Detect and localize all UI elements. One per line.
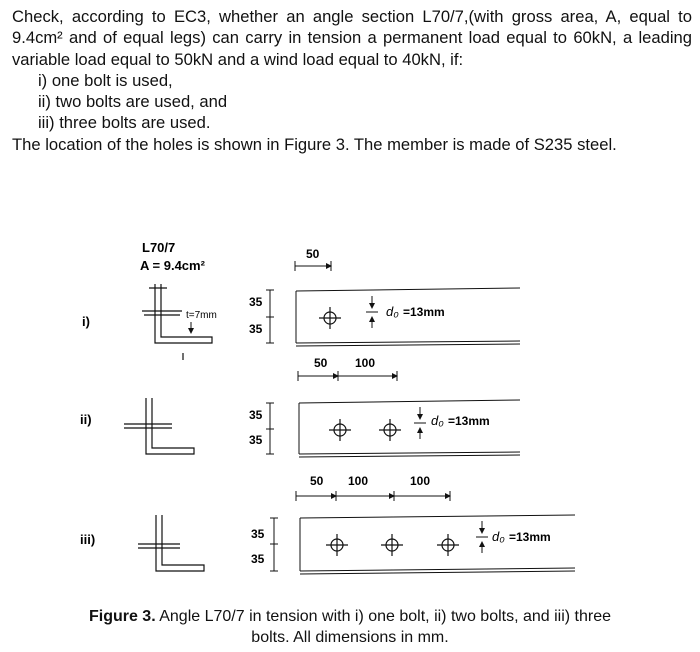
bolt-symbol	[326, 534, 348, 556]
bolt-symbol	[379, 419, 401, 441]
hole-diameter-arrows	[414, 407, 426, 439]
vertical-dimension	[266, 290, 274, 343]
hole-diameter-label: =13mm	[509, 530, 551, 544]
angle-section-drawing	[138, 515, 204, 571]
spacing-dim: 100	[355, 356, 376, 370]
problem-statement	[12, 6, 692, 155]
edge-dim-top: 35	[251, 527, 265, 541]
angle-section-drawing	[124, 398, 194, 454]
hole-diameter-label: =13mm	[448, 414, 490, 428]
case-three-bolts	[80, 474, 575, 574]
vertical-dimension	[266, 403, 274, 454]
edge-dim-top: 35	[249, 408, 263, 422]
edge-dim-top: 35	[249, 295, 263, 309]
angle-section-drawing	[142, 284, 212, 360]
horizontal-dimension	[295, 261, 331, 271]
spacing-dim: 50	[314, 356, 328, 370]
figure-3	[0, 225, 700, 605]
bolt-symbol	[381, 534, 403, 556]
case-item-3: iii) three bolts are used.	[38, 113, 211, 133]
edge-dim-bottom: 35	[251, 552, 265, 566]
figure-caption	[0, 606, 700, 648]
problem-intro: Check, according to EC3, whether an angle section L70/7,(with gross area, A, equal to 9.4cm² and of equal legs) can carry in tension a permanent load equal to 60kN, a leading variable load equal to 50kN and a wind load equal to 40kN, if:	[12, 7, 692, 69]
spacing-dim: 50	[310, 474, 324, 488]
hole-diameter-arrows	[366, 296, 378, 328]
horizontal-dimension	[296, 491, 450, 501]
case-item-1: i) one bolt is used,	[38, 70, 173, 90]
hole-symbol: d₀	[431, 413, 444, 428]
vertical-dimension	[270, 518, 278, 571]
bolt-symbol	[329, 419, 351, 441]
section-name: L70/7	[142, 240, 176, 255]
spacing-dim: 100	[410, 474, 431, 488]
case-label: i)	[82, 314, 90, 329]
caption-text-line2: bolts. All dimensions in mm.	[251, 629, 449, 646]
problem-outro: The location of the holes is shown in Figure 3. The member is made of S235 steel.	[12, 134, 617, 154]
hole-symbol: d₀	[492, 529, 505, 544]
section-area: A = 9.4cm²	[140, 258, 205, 273]
plate-drawing	[299, 400, 520, 457]
case-label: iii)	[80, 532, 96, 547]
edge-dim-bottom: 35	[249, 433, 263, 447]
bolt-symbol	[319, 307, 341, 329]
case-item-2: ii) two bolts are used, and	[38, 92, 228, 112]
horizontal-dimension	[298, 371, 397, 381]
thickness-label: t=7mm	[186, 310, 217, 321]
hole-diameter-arrows	[476, 521, 488, 553]
hole-diameter-label: =13mm	[403, 305, 445, 319]
case-label: ii)	[80, 412, 92, 427]
bolt-symbol	[437, 534, 459, 556]
caption-text-line1: Angle L70/7 in tension with i) one bolt, ii) two bolts, and iii) three	[155, 608, 612, 625]
spacing-dim: 50	[306, 247, 320, 261]
caption-figure-number: Figure 3.	[88, 608, 156, 625]
case-two-bolts	[80, 356, 520, 457]
edge-dim-bottom: 35	[249, 322, 263, 336]
spacing-dim: 100	[348, 474, 369, 488]
hole-symbol: d₀	[386, 304, 399, 319]
